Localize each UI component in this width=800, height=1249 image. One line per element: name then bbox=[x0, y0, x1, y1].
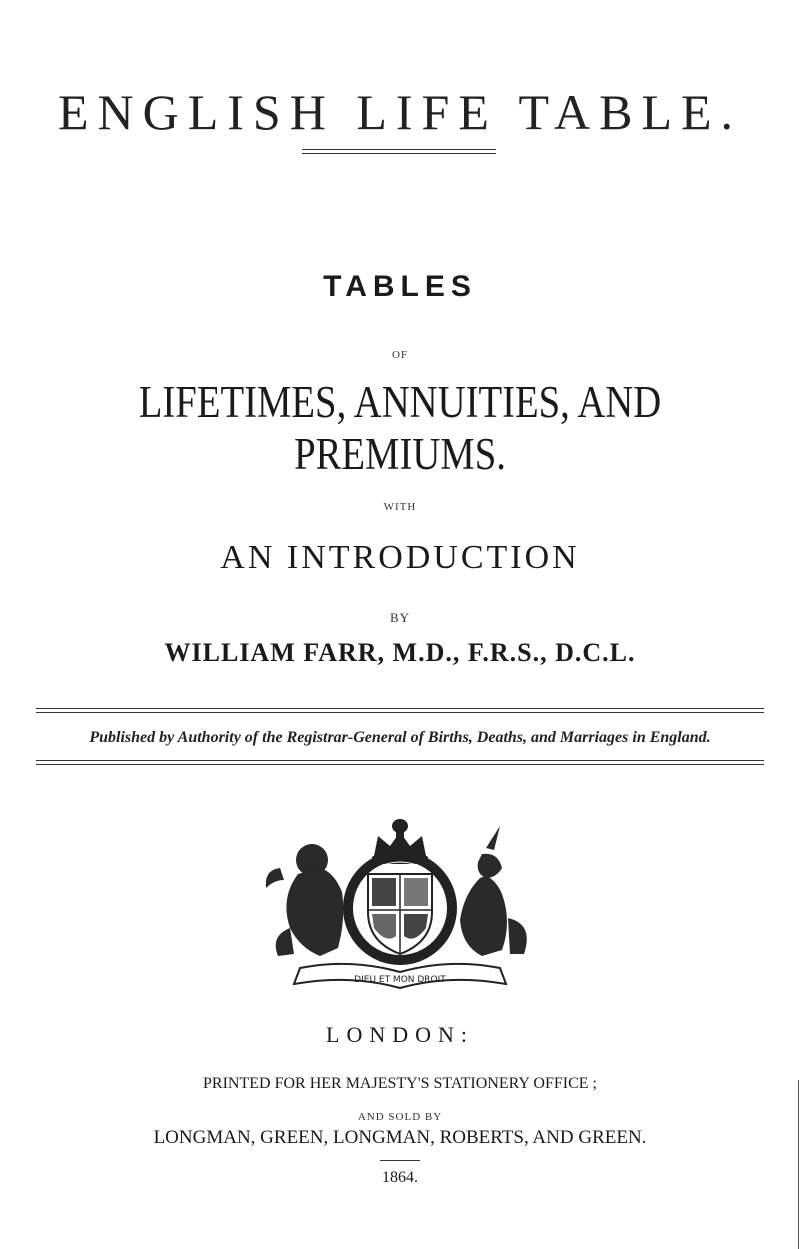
publishers-line: LONGMAN, GREEN, LONGMAN, ROBERTS, AND GREEN. bbox=[153, 1127, 647, 1148]
publication-year: 1864. bbox=[382, 1169, 418, 1186]
introduction-heading: AN INTRODUCTION bbox=[220, 539, 580, 576]
printed-for-line: PRINTED FOR HER MAJESTY'S STATIONERY OFFICE ; bbox=[203, 1075, 597, 1092]
tables-heading: TABLES bbox=[323, 270, 477, 303]
page-edge-line bbox=[798, 1080, 799, 1249]
of-label: OF bbox=[391, 349, 409, 361]
shield-icon bbox=[368, 874, 432, 954]
main-title: ENGLISH LIFE TABLE. bbox=[57, 84, 743, 140]
title-rule-top bbox=[302, 149, 496, 150]
london-label: LONDON: bbox=[326, 1022, 474, 1047]
lion-supporter-icon bbox=[266, 844, 344, 956]
sold-by-label: AND SOLD BY bbox=[357, 1111, 443, 1123]
motto-text: DIEU ET MON DROIT bbox=[354, 975, 446, 985]
authority-rule-bottom-2 bbox=[36, 764, 764, 765]
royal-coat-of-arms-icon bbox=[250, 808, 550, 996]
authority-rule-top-1 bbox=[36, 708, 764, 709]
title-rule-bottom bbox=[302, 153, 496, 154]
authority-rule-bottom-1 bbox=[36, 760, 764, 761]
year-rule bbox=[380, 1160, 420, 1161]
subtitle: LIFETIMES, ANNUITIES, AND PREMIUMS. bbox=[138, 377, 662, 479]
by-label: BY bbox=[389, 610, 411, 625]
authority-rule-top-2 bbox=[36, 712, 764, 713]
with-label: WITH bbox=[383, 501, 417, 513]
authority-line: Published by Authority of the Registrar-General of Births, Deaths, and Marriages in England. bbox=[89, 729, 711, 746]
unicorn-supporter-icon bbox=[460, 826, 527, 956]
motto-scroll-icon bbox=[294, 964, 506, 988]
author-name: WILLIAM FARR, M.D., F.R.S., D.C.L. bbox=[164, 638, 636, 667]
